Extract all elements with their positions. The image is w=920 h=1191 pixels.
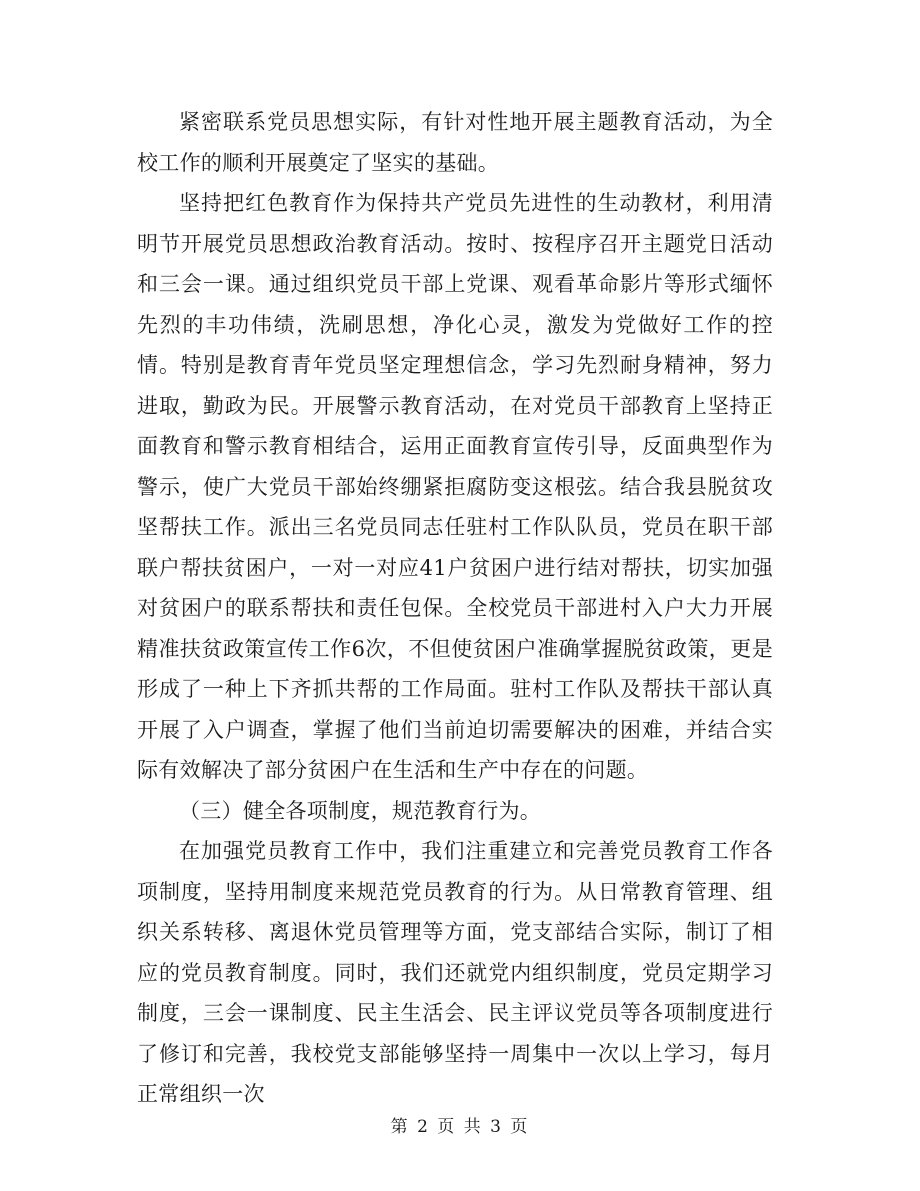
section-heading: （三）健全各项制度，规范教育行为。 (179, 798, 542, 823)
body-text (137, 102, 773, 1115)
paragraph-2: 坚持把红色教育作为保持共产党员先进性的生动教材，利用清明节开展党员思想政治教育活动。按时、按程序召开主题党日活动和三会一课。通过组织党员干部上党课、观看革命影片等形式缅怀先烈的丰功伟绩，洗刷思想，净化心灵，激发为党做好工作的控情。特别是教育青年党员坚定理想信念，学习先烈耐身精神，努力进取，勤政为民。开展警示教育活动，在对党员干部教育上坚持正面教育和警示教育相结合，运用正面教育宣传引导，反面典型作为警示，使广大党员干部始终绷紧拒腐防变这根弦。结合我县脱贫攻坚帮扶工作。派出三名党员同志任驻村工作队队员，党员在职干部联户帮扶贫困户，一对一对应41户贫困户进行结对帮扶，切实加强对贫困户的联系帮扶和责任包保。全校党员干部进村入户大力开展精准扶贫政策宣传工作6次，不但使贫困户准确掌握脱贫政策，更是形成了一种上下齐抓共帮的工作局面。驻村工作队及帮扶干部认真开展了入户调查，掌握了他们当前迫切需要解决的困难，并结合实际有效解决了部分贫困户在生活和生产中存在的问题。 (137, 191, 773, 782)
paragraph-3: 在加强党员教育工作中，我们注重建立和完善党员教育工作各项制度，坚持用制度来规范党员教育的行为。从日常教育管理、组织关系转移、离退休党员管理等方面，党支部结合实际，制订了相应的党员教育制度。同时，我们还就党内组织制度，党员定期学习制度，三会一课制度、民主生活会、民主评议党员等各项制度进行了修订和完善，我校党支部能够坚持一周集中一次以上学习，每月正常组织一次 (137, 839, 773, 1106)
page-number-footer: 第 2 页 共 3 页 (390, 1117, 530, 1137)
paragraph-1: 紧密联系党员思想实际，有针对性地开展主题教育活动，为全校工作的顺利开展奠定了坚实的基础。 (137, 110, 773, 175)
